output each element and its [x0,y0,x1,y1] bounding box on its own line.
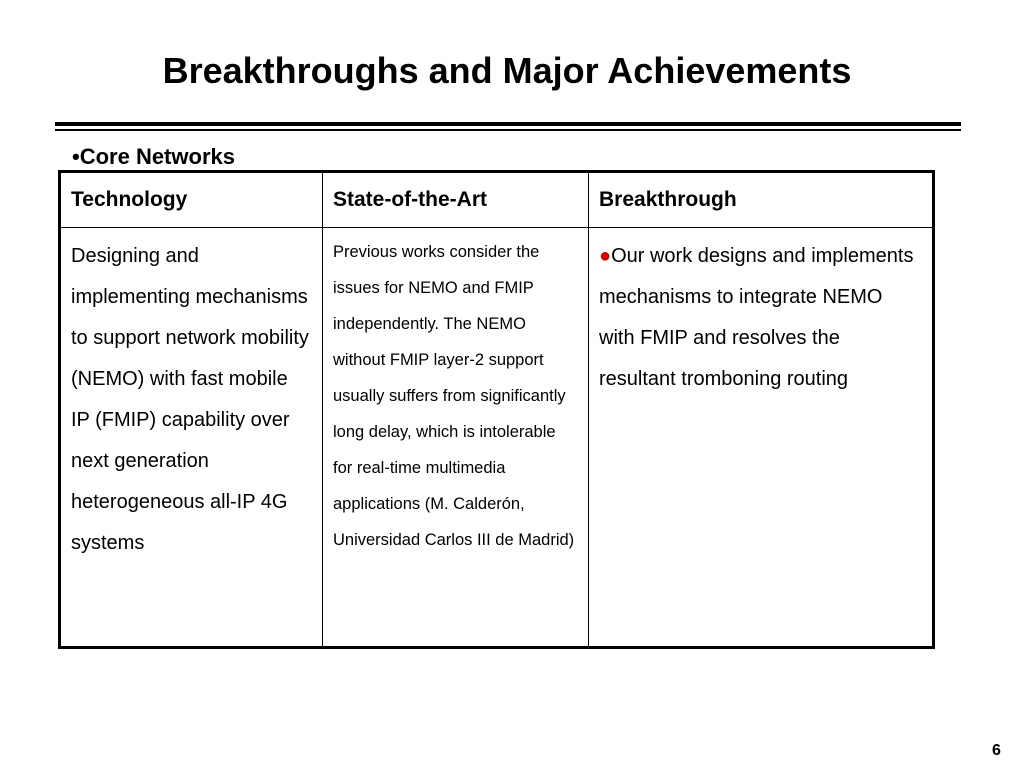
header-technology: Technology [60,172,323,228]
header-breakthrough: Breakthrough [589,172,934,228]
slide-title: Breakthroughs and Major Achievements [162,50,852,91]
page-number: 6 [992,742,1001,759]
achievements-table [58,170,935,649]
title-rule-thin [55,129,961,131]
header-state-of-the-art: State-of-the-Art [323,172,589,228]
cell-state-of-the-art: Previous works consider the issues for NEMO and FMIP independently. The NEMO without FMIP layer-2 support usually suffers from significantly long delay, which is intolerable for real-time multimedia applications (M. Calderón, Universidad Carlos III de Madrid) [323,228,589,648]
title-rule-thick [55,122,961,126]
table-header-row [60,172,934,228]
section-heading: •Core Networks [72,144,235,169]
breakthrough-text: Our work designs and implements mechanisms to integrate NEMO with FMIP and resolves the resultant tromboning routing [599,245,914,390]
table-row [60,228,934,648]
cell-breakthrough [589,228,934,648]
cell-technology: Designing and implementing mechanisms to support network mobility (NEMO) with fast mobile IP (FMIP) capability over next generation heterogeneous all-IP 4G systems [60,228,323,648]
bullet-icon: ● [599,245,612,267]
